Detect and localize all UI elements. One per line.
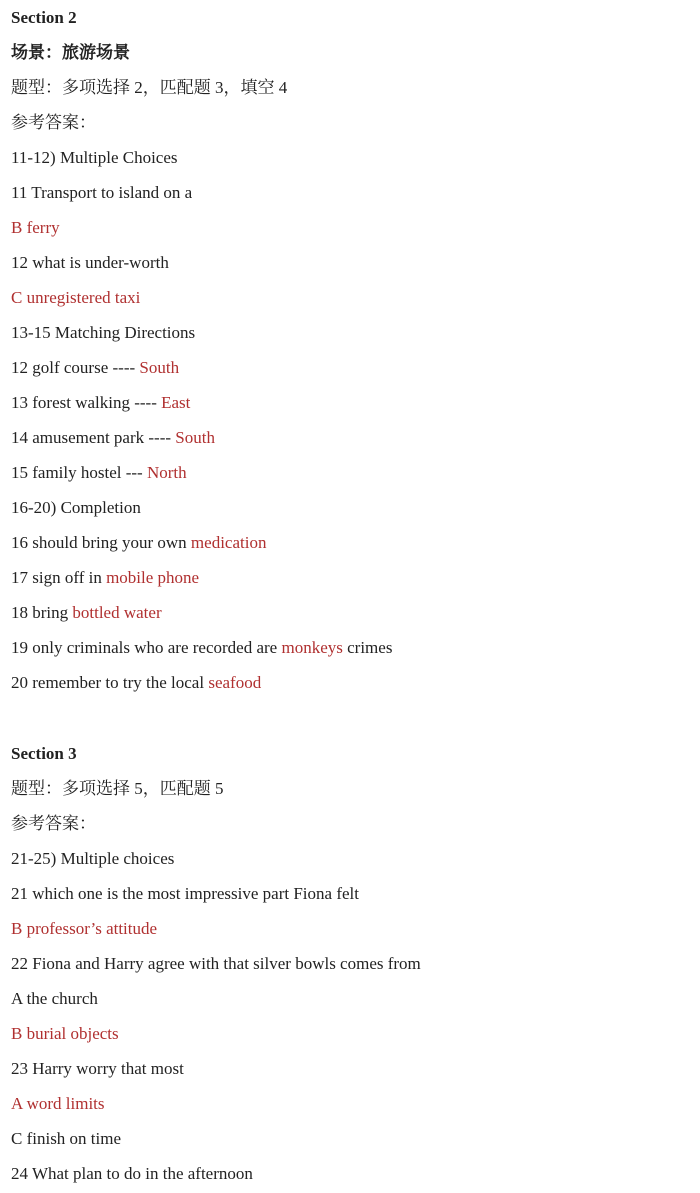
answer-line [11,357,179,379]
question-text: 20 remember to try the local [11,673,209,692]
question-text: 15 family hostel --- [11,463,147,482]
question-text: 11 Transport to island on a [11,183,193,202]
answer-line [11,1093,105,1115]
answer-text: seafood [208,673,262,692]
answer-line [11,427,215,449]
section-3-answers-label: 参考答案： [11,814,96,833]
answer-line [11,848,174,870]
answer-line [11,883,359,905]
answer-line [11,988,98,1010]
question-text: 13 forest walking ---- [11,393,162,412]
section-3-heading: Section 3 [11,744,77,763]
question-text: 16 should bring your own [11,533,191,552]
question-text: 12 golf course ---- [11,358,140,377]
answer-text: South [139,358,180,377]
question-text: 22 Fiona and Harry agree with that silver bowls comes from [11,954,421,973]
answer-text: A word limits [11,1094,105,1113]
answer-text: bottled water [72,603,162,622]
answer-line [11,322,195,344]
answer-text: North [146,463,187,482]
question-text: 18 bring [11,603,73,622]
answer-line [11,462,187,484]
answer-line [11,287,140,309]
question-text-suffix: crimes [342,638,393,657]
answer-text: B ferry [11,218,60,237]
answer-line [11,497,141,519]
question-text: 11-12) Multiple Choices [11,148,178,167]
section-2-scene: 场景：旅游场景 [11,43,130,62]
answer-text: monkeys [281,638,343,657]
answer-line [11,918,157,940]
answer-line [11,392,190,414]
question-text: 24 What plan to do in the afternoon [11,1164,253,1183]
question-text: 12 what is under-worth [11,253,169,272]
question-text: 19 only criminals who are recorded are [11,638,282,657]
answer-text: medication [190,533,267,552]
question-text: A the church [11,989,98,1008]
question-text: 21-25) Multiple choices [11,849,175,868]
question-text: 13-15 Matching Directions [11,323,196,342]
question-text: C finish on time [11,1129,122,1148]
section-2-heading: Section 2 [11,8,77,27]
section-2-answers-label: 参考答案： [11,113,96,132]
answer-line [11,1058,184,1080]
answer-line [11,567,199,589]
answer-line [11,532,266,554]
answer-text: mobile phone [106,568,200,587]
answer-line [11,217,60,239]
question-text: 14 amusement park ---- [11,428,176,447]
answer-line [11,602,162,624]
answer-line [11,147,178,169]
answer-text: East [161,393,191,412]
answer-line [11,672,261,694]
answer-line [11,953,421,975]
answer-line [11,1023,119,1045]
answer-text: B professor’s attitude [11,919,158,938]
answer-line [11,1128,121,1150]
question-text: 21 which one is the most impressive part Fiona felt [11,884,359,903]
section-2-question-types: 题型：多项选择 2，匹配题 3，填空 4 [11,78,288,97]
answer-line [11,252,169,274]
question-text: 16-20) Completion [11,498,141,517]
section-3-question-types: 题型：多项选择 5，匹配题 5 [11,779,224,798]
question-text: 23 Harry worry that most [11,1059,184,1078]
answer-line [11,1163,253,1185]
answer-text: C unregistered taxi [11,288,141,307]
answer-line [11,182,192,204]
answer-text: B burial objects [11,1024,119,1043]
answer-line [11,637,392,659]
question-text: 17 sign off in [11,568,107,587]
answer-text: South [175,428,215,447]
